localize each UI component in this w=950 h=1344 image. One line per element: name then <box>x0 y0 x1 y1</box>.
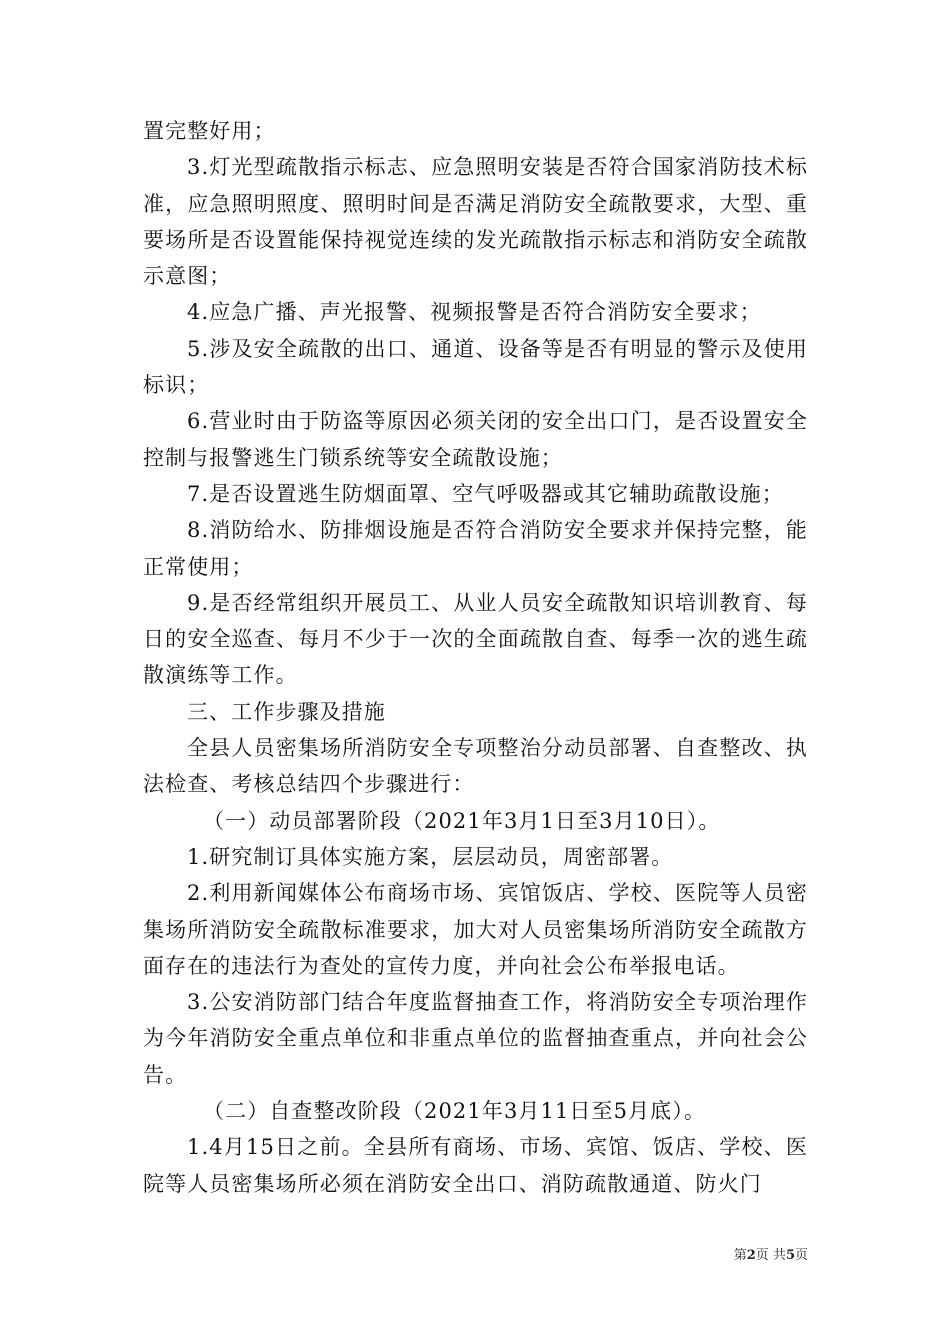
document-body <box>143 113 808 1202</box>
paragraph-phase1-item-2: 2.利用新闻媒体公布商场市场、宾馆饭店、学校、医院等人员密集场所消防安全疏散标准要求，加大对人员密集场所消防安全疏散方面存在的违法行为查处的宣传力度，并向社会公布举报电话。 <box>143 881 808 978</box>
section-heading-steps: 三、工作步骤及措施 <box>187 699 386 724</box>
footer-middle: 页 共 <box>755 1248 786 1263</box>
paragraph-phase2-item-1: 1.4月15日之前。全县所有商场、市场、宾馆、饭店、学校、医院等人员密集场所必须在消防安全出口、消防疏散通道、防火门 <box>143 1135 808 1196</box>
footer-page-number: 2 <box>746 1248 756 1263</box>
footer-suffix: 页 <box>794 1248 808 1263</box>
paragraph-item-3: 3.灯光型疏散指示标志、应急照明安装是否符合国家消防技术标准，应急照明照度、照明时间是否满足消防安全疏散要求，大型、重要场所是否设置能保持视觉连续的发光疏散指示标志和消防安全疏散示意图； <box>143 155 808 289</box>
paragraph-item-8: 8.消防给水、防排烟设施是否符合消防安全要求并保持完整，能正常使用； <box>143 518 808 579</box>
phase-heading-mobilization: （一）动员部署阶段（2021年3月1日至3月10日）。 <box>203 808 721 833</box>
paragraph-item-7: 7.是否设置逃生防烟面罩、空气呼吸器或其它辅助疏散设施； <box>187 481 784 506</box>
paragraph-phase1-item-3: 3.公安消防部门结合年度监督抽查工作，将消防安全专项治理作为今年消防安全重点单位和非重点单位的监督抽查重点，并向社会公告。 <box>143 990 808 1087</box>
page-footer <box>734 1248 808 1264</box>
footer-total-pages: 5 <box>785 1248 795 1263</box>
paragraph-continuation: 置完整好用； <box>143 119 276 143</box>
paragraph-item-6: 6.营业时由于防盗等原因必须关闭的安全出口门，是否设置安全控制与报警逃生门锁系统等安全疏散设施； <box>143 409 808 470</box>
paragraph-item-9: 9.是否经常组织开展员工、从业人员安全疏散知识培训教育、每日的安全巡查、每月不少于一次的全面疏散自查、每季一次的逃生疏散演练等工作。 <box>143 590 808 688</box>
footer-prefix: 第 <box>733 1248 747 1263</box>
paragraph-steps-intro: 全县人员密集场所消防安全专项整治分动员部署、自查整改、执法检查、考核总结四个步骤进行： <box>143 736 808 797</box>
phase-heading-self-inspection: （二）自查整改阶段（2021年3月11日至5月底）。 <box>203 1099 706 1124</box>
paragraph-phase1-item-1: 1.研究制订具体实施方案，层层动员，周密部署。 <box>187 844 674 869</box>
paragraph-item-5: 5.涉及安全疏散的出口、通道、设备等是否有明显的警示及使用标识； <box>143 336 808 398</box>
paragraph-item-4: 4.应急广播、声光报警、视频报警是否符合消防安全要求； <box>187 300 762 325</box>
